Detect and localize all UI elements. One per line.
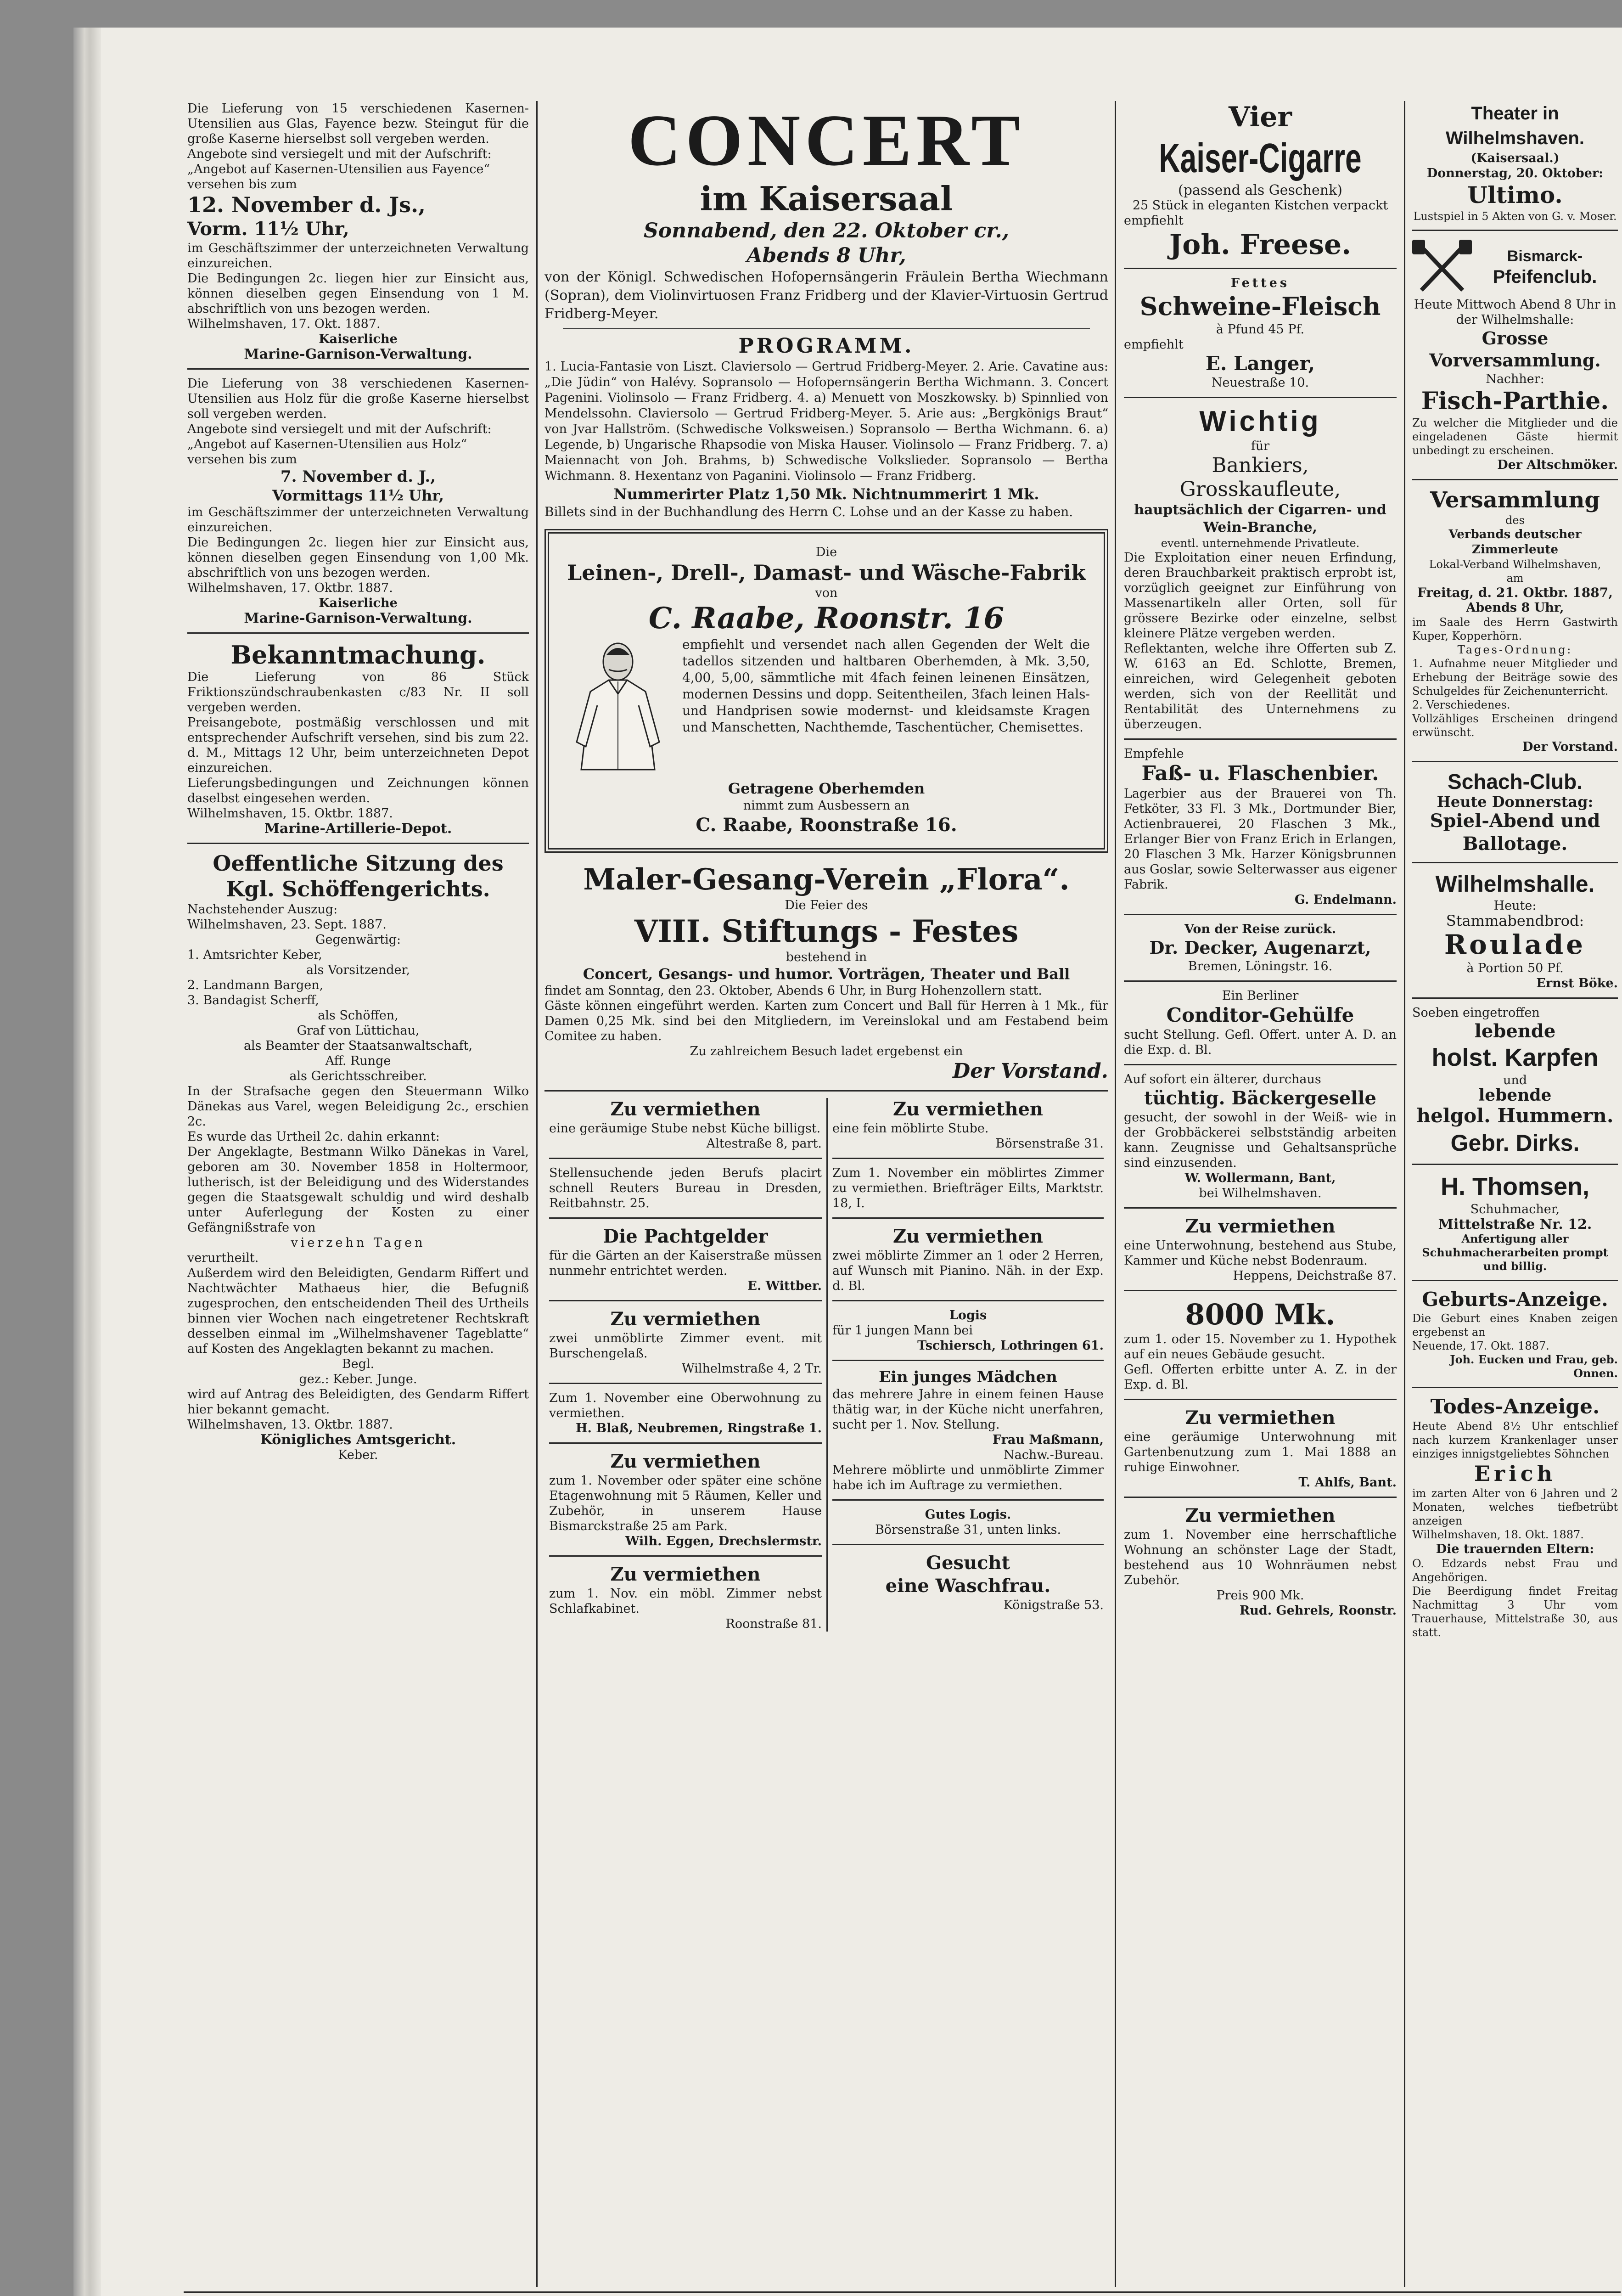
text-line: Die Pachtgelder	[603, 1226, 768, 1247]
text-line: Tages-Ordnung:	[1457, 643, 1573, 656]
text-line: und	[1503, 1073, 1527, 1087]
ad-cigar	[1124, 101, 1397, 261]
footer-rule	[184, 2291, 1621, 2293]
text-line: im zarten Alter von 6 Jahren und 2 Monaten, welches tiefbetrübt anzeigen	[1412, 1487, 1618, 1527]
text-line: à Portion 50 Pf.	[1466, 961, 1564, 975]
small-ads	[544, 1098, 1108, 1632]
text-line: Zu vermiethen	[892, 1226, 1044, 1247]
text-line: Keber.	[338, 1448, 378, 1462]
text-line: zwei unmöblirte Zimmer event. mit Burschengelaß.	[549, 1331, 822, 1361]
text-line: Wilhelmshaven, 17. Okt. 1887.	[187, 317, 381, 331]
text-line: H. Blaß, Neubremen, Ringstraße 1.	[575, 1421, 822, 1435]
text-line: Auf sofort ein älterer, durchaus	[1124, 1072, 1321, 1086]
text-line: Sonnabend, den 22. Oktober cr.,	[643, 219, 1010, 242]
text-line: PROGRAMM.	[738, 334, 915, 358]
text-line: findet am Sonntag, den 23. Oktober, Abends 6 Uhr, in Burg Hohenzollern statt.	[544, 984, 1042, 998]
text-line: Neuende, 17. Okt. 1887.	[1412, 1339, 1549, 1352]
text-line: Vorm. 11½ Uhr,	[187, 218, 349, 240]
text-line: Die Bedingungen 2c. liegen hier zur Einsicht aus, können dieselben gegen Einsendung von 1 M. abschriftlich von uns bezogen werden.	[187, 271, 529, 316]
text-line: zum 1. November oder später eine schöne Etagenwohnung mit 5 Räumen, Keller und Zubehör, in unserem Hause Bismarckstraße 25 am Park.	[549, 1474, 822, 1533]
divider	[549, 1442, 822, 1444]
divider	[549, 1383, 822, 1384]
text-line: Zu vermiethen	[1185, 1407, 1336, 1429]
ad-thomsen	[1412, 1171, 1618, 1273]
text-line: Kaiser-Cigarre	[1159, 135, 1362, 181]
ad-baecker	[1124, 1072, 1397, 1201]
text-line: Billets sind in der Buchhandlung des Herrn C. Lohse und an der Kasse zu haben.	[544, 504, 1073, 519]
divider	[549, 1217, 822, 1219]
text-line: lebende	[1478, 1086, 1552, 1105]
text-line: Ein Berliner	[1222, 989, 1299, 1003]
text-line: Gebr. Dirks.	[1450, 1130, 1580, 1156]
text-line: Die	[815, 545, 837, 559]
ad-karpfen	[1412, 1005, 1618, 1157]
ad-conditor	[1124, 988, 1397, 1058]
text-line: Lieferungsbedingungen und Zeichnungen können daselbst eingesehen werden.	[187, 776, 529, 805]
text-line: Lokal-Verband Wilhelmshaven,	[1429, 558, 1601, 571]
text-line: Zu vermiethen	[1185, 1505, 1336, 1526]
crossed-pipes-icon	[1412, 237, 1472, 297]
text-line: Oeffentliche Sitzung des Kgl. Schöffengerichts.	[213, 851, 504, 901]
text-line: Schuhmacher,	[1470, 1202, 1560, 1216]
divider	[1124, 268, 1397, 269]
ad-flora	[544, 862, 1108, 1084]
text-line: Es wurde das Urtheil 2c. dahin erkannt:	[187, 1130, 440, 1144]
text-line: E. Wittber.	[747, 1279, 822, 1293]
text-line: Außerdem wird den Beleidigten, Gendarm Riffert und Nachtwächter Mathaeus hier, die Befugniß zugesprochen, den entscheidenden Theil des Urtheils binnen vier Wochen nach eingetretener Rechtskraft desselben einmal im „Wilhelmshavener Tageblatte“ auf Kosten des Angeklagten bekannt zu machen.	[187, 1266, 529, 1356]
text-line: 2. Landmann Bargen,	[187, 978, 324, 992]
text-line: wird auf Antrag des Beleidigten, des Gendarm Riffert hier bekannt gemacht.	[187, 1387, 529, 1417]
text-line: Die Feier des	[785, 898, 868, 912]
text-line: Ernst Böke.	[1536, 976, 1618, 990]
text-line: Der Angeklagte, Bestmann Wilko Dänekas in Varel, geboren am 30. November 1858 in Holtermoor, lutherisch, ist der Beleidigung und des Widerstandes gegen die Staatsgewalt schuldig und wird deshalb unter Auferlegung der Kosten zu einer Gefängnißstrafe von	[187, 1145, 529, 1235]
text-line: à Pfund 45 Pf.	[1216, 322, 1305, 337]
text-line: sucht Stellung. Gefl. Offert. unter A. D. an die Exp. d. Bl.	[1124, 1028, 1397, 1057]
divider	[1124, 1290, 1397, 1291]
text-line: holst. Karpfen	[1431, 1044, 1599, 1071]
text-line: eine geräumige Unterwohnung mit Gartenbenutzung zum 1. Mai 1888 an ruhige Einwohner.	[1124, 1430, 1397, 1474]
text-line: eventl. unternehmende Privatleute.	[1161, 537, 1360, 550]
divider	[1412, 230, 1618, 231]
ad-todes-anzeige	[1412, 1395, 1618, 1639]
text-line: 1. Aufnahme neuer Mitglieder und Erhebung der Beiträge sowie des Schulgeldes für Zeichenunterricht.	[1412, 657, 1618, 698]
text-line: „Angebot auf Kasernen-Utensilien aus Fayence“	[187, 162, 490, 176]
ad-vermiethen-1	[1124, 1215, 1397, 1283]
text-line: versehen bis zum	[187, 452, 297, 467]
text-line: Angebote sind versiegelt und mit der Aufschrift:	[187, 147, 492, 161]
text-line: C. Raabe, Roonstr. 16	[648, 601, 1005, 636]
divider	[832, 1360, 1104, 1361]
text-line: Aff. Runge	[325, 1054, 391, 1068]
text-line: Gäste können eingeführt werden. Karten zum Concert und Ball für Herren à 1 Mk., für Damen 0,25 Mk. sind bei den Mitgliedern, im Vereinslokal und am Festabend beim Comitee zu haben.	[544, 999, 1108, 1043]
text-line: gesucht, der sowohl in der Weiß- wie in der Grobbäckerei selbstständig arbeiten kann. Zeugnisse und Gehaltsansprüche sind einzusenden.	[1124, 1110, 1397, 1170]
divider	[187, 368, 529, 370]
column-rule	[536, 101, 538, 2287]
text-line: Joh. Freese.	[1169, 229, 1352, 261]
text-line: helgol. Hummern.	[1416, 1104, 1614, 1127]
text-line: Zu zahlreichem Besuch ladet ergebenst ein	[690, 1044, 963, 1058]
text-line: Zu vermiethen	[892, 1098, 1044, 1120]
text-line: Bremen, Löningstr. 16.	[1188, 959, 1333, 974]
divider	[1412, 1164, 1618, 1165]
text-line: Lagerbier aus der Brauerei von Th. Fetköter, 33 Fl. 3 Mk., Dortmunder Bier, Actienbrauerei, 20 Flaschen 3 Mk., Erlanger Bier von Franz Erich in Erlangen, 20 Flaschen 3 Mk. Harzer Königsbrunnen aus Goslar, sowie Selterwasser aus eigener Fabrik.	[1124, 787, 1397, 892]
text-line: Nummerirter Platz 1,50 Mk. Nichtnummerirt 1 Mk.	[613, 485, 1039, 503]
text-line: als Vorsitzender,	[306, 963, 410, 977]
text-line: (Kaisersaal.)	[1470, 151, 1560, 165]
column-rule	[1115, 101, 1116, 2287]
text-line: Soeben eingetroffen	[1412, 1006, 1540, 1020]
divider	[832, 1217, 1104, 1219]
divider	[1124, 738, 1397, 740]
divider	[187, 843, 529, 844]
text-line: Wilh. Eggen, Drechslermstr.	[625, 1534, 822, 1548]
divider	[1412, 761, 1618, 762]
divider	[832, 1544, 1104, 1545]
text-line: Lustspiel in 5 Akten von G. v. Moser.	[1413, 210, 1617, 223]
text-line: Wilhelmshaven, 13. Oktbr. 1887.	[187, 1418, 393, 1432]
text-line: Heute Abend 8½ Uhr entschlief nach kurzem Krankenlager unser einziges innigstgeliebtes Söhnchen	[1412, 1420, 1618, 1460]
ad-pfeifenclub	[1412, 237, 1618, 473]
text-line: Heute Mittwoch Abend 8 Uhr in der Wilhelmshalle:	[1414, 298, 1616, 327]
text-line: Marine-Artillerie-Depot.	[264, 821, 452, 837]
text-line: für	[1251, 439, 1270, 453]
text-line: VIII. Stiftungs - Festes	[634, 913, 1019, 949]
ad-kasernen-glas	[187, 101, 529, 362]
text-line: W. Wollermann, Bant,	[1184, 1171, 1336, 1185]
text-line: empfiehlt	[1124, 214, 1184, 228]
text-line: Reflektanten, welche ihre Offerten sub Z. W. 6163 an Ed. Schlotte, Bremen, einreichen, wird Gelegenheit geboten werden, sich von der Reellität und Rentabilität des Unternehmens zu überzeugen.	[1124, 642, 1397, 732]
text-line: Stammabendbrod:	[1446, 912, 1584, 929]
text-line: Vier	[1228, 101, 1292, 133]
text-line: 7. November d. J.,	[280, 467, 436, 486]
divider	[1412, 1387, 1618, 1388]
text-line: Graf von Lüttichau,	[297, 1024, 420, 1038]
text-line: empfiehlt und versendet nach allen Gegenden der Welt die tadellos sitzenden und haltbaren Oberhemden, à Mk. 3,50, 4,00, 5,00, sämmtliche mit 4fach feinen leinenen Einsätzen, modernen Dessins und dopp. Seitentheilen, 3fach leinen Hals- und Handprisen sowie modernst- und kleidsamste Kragen und Manschetten, Nachthemde, Taschentücher, Chemisettes.	[682, 637, 1090, 735]
text-line: Dr. Decker, Augenarzt,	[1149, 937, 1371, 958]
text-line: C. Raabe, Roonstraße 16.	[696, 814, 957, 836]
text-line: Roulade	[1444, 929, 1586, 960]
text-line: Die Lieferung von 86 Stück Friktionszündschraubenkasten c/83 Nr. II soll vergeben werden.	[187, 670, 529, 715]
ad-bekanntmachung	[187, 640, 529, 836]
divider	[1124, 1497, 1397, 1498]
text-line: Faß- u. Flaschenbier.	[1141, 762, 1379, 785]
text-line: zwei möblirte Zimmer an 1 oder 2 Herren, auf Wunsch mit Pianino. Näh. in der Exp. d. Bl.	[832, 1249, 1104, 1293]
small-ads-left	[544, 1098, 826, 1632]
text-line: Vormittags 11½ Uhr,	[272, 487, 444, 504]
divider	[187, 632, 529, 634]
text-line: „Angebot auf Kasernen-Utensilien aus Holz“	[187, 437, 467, 451]
divider	[1412, 479, 1618, 480]
text-line: 12. November d. Js.,	[187, 192, 426, 217]
text-line: Spiel-Abend und Ballotage.	[1430, 810, 1600, 855]
divider	[549, 1158, 822, 1159]
divider	[544, 1090, 1108, 1092]
text-line: Nachher:	[1486, 372, 1544, 386]
divider	[549, 1555, 822, 1557]
text-line: im Kaisersaal	[700, 179, 953, 218]
divider	[832, 1300, 1104, 1301]
ad-schach	[1412, 769, 1618, 855]
text-line: Zu vermiethen	[610, 1308, 761, 1330]
text-line: Wilhelmshaven, 17. Oktbr. 1887.	[187, 581, 393, 595]
text-line: Wilhelmstraße 4, 2 Tr.	[681, 1362, 822, 1376]
text-line: Der Vorstand.	[953, 1059, 1108, 1083]
text-line: als Schöffen,	[318, 1008, 398, 1023]
text-line: Zu vermiethen	[1185, 1216, 1336, 1237]
text-line: Wilhelmshaven, 23. Sept. 1887.	[187, 917, 387, 932]
text-line: Heute:	[1493, 899, 1537, 913]
text-line: eine geräumige Stube nebst Küche billigst.	[549, 1121, 821, 1136]
text-line: zum 1. November eine herrschaftliche Wohnung an schönster Lage der Stadt, bestehend aus 10 Wohnräumen nebst Zubehör.	[1124, 1528, 1397, 1587]
ad-schweinefleisch	[1124, 276, 1397, 390]
text-line: eine fein möblirte Stube.	[832, 1121, 989, 1136]
text-line: Gegenwärtig:	[315, 933, 401, 947]
page-binding	[73, 28, 101, 2296]
text-line: zum 1. Nov. ein möbl. Zimmer nebst Schlafkabinet.	[549, 1587, 822, 1616]
text-line: Zu welcher die Mitglieder und die eingeladenen Gäste hiermit unbedingt zu erscheinen.	[1412, 416, 1618, 457]
text-line: Preisangebote, postmäßig verschlossen und mit entsprechender Aufschrift versehen, sind bis zum 22. d. M., Mittags 12 Uhr, beim unterzeichneten Depot einzureichen.	[187, 715, 529, 775]
text-line: Kaiserliche	[319, 332, 398, 346]
text-line: Leinen-, Drell-, Damast- und Wäsche-Fabrik	[567, 560, 1086, 585]
text-line: Geburts-Anzeige.	[1422, 1288, 1608, 1311]
text-line: am	[1506, 572, 1524, 585]
text-line: Pfeifenclub.	[1493, 267, 1597, 287]
divider	[1124, 914, 1397, 915]
text-line: Wilhelmshalle.	[1435, 871, 1595, 897]
text-line: zum 1. oder 15. November zu 1. Hypothek auf ein neues Gebäude gesucht.	[1124, 1332, 1397, 1362]
text-line: das mehrere Jahre in einem feinen Hause thätig war, in der Küche nicht unerfahren, sucht per 1. Nov. Stellung.	[832, 1387, 1104, 1432]
text-line: Verbands deutscher Zimmerleute	[1448, 528, 1582, 557]
text-line: Frau Maßmann,	[992, 1433, 1104, 1447]
ad-concert	[544, 101, 1108, 520]
text-line: Zu vermiethen	[610, 1451, 761, 1472]
text-line: von der Königl. Schwedischen Hofopernsängerin Fräulein Bertha Wiechmann (Sopran), dem Violinvirtuosen Franz Fridberg und der Klavier-Virtuosin Gertrud Fridberg-Meyer.	[544, 269, 1108, 322]
column-1	[184, 101, 533, 2287]
text-line: Grosse Vorversammlung.	[1429, 328, 1601, 371]
text-line: Die Beerdigung findet Freitag Nachmittag 3 Uhr vom Trauerhause, Mittelstraße 30, aus statt.	[1412, 1585, 1618, 1639]
column-rule	[1404, 101, 1405, 2287]
divider	[1124, 397, 1397, 398]
text-line: 2. Verschiedenes.	[1412, 698, 1510, 711]
text-line: Börsenstraße 31, unten links.	[875, 1523, 1061, 1537]
divider	[1124, 1207, 1397, 1209]
text-line: Begl.	[342, 1357, 375, 1371]
text-line: Zu vermiethen	[610, 1564, 761, 1585]
text-line: tüchtig. Bäckergeselle	[1144, 1087, 1377, 1109]
text-line: Tschiersch, Lothringen 61.	[917, 1339, 1104, 1353]
text-line: Altestraße 8, part.	[706, 1137, 822, 1151]
text-line: Gutes Logis.	[925, 1508, 1011, 1522]
text-line: Anfertigung aller Schuhmacherarbeiten prompt und billig.	[1422, 1232, 1608, 1273]
ad-raabe	[544, 529, 1108, 853]
divider	[1412, 997, 1618, 999]
text-line: Todes-Anzeige.	[1430, 1395, 1600, 1418]
text-line: bestehend in	[786, 950, 867, 964]
text-line: im Geschäftszimmer der unterzeichneten Verwaltung einzureichen.	[187, 241, 529, 270]
text-line: für die Gärten an der Kaiserstraße müssen nunmehr entrichtet werden.	[549, 1249, 822, 1278]
text-line: Grosskaufleute,	[1179, 478, 1341, 501]
text-line: Königstraße 53.	[1003, 1598, 1104, 1612]
text-line: 1. Lucia-Fantasie von Liszt. Claviersolo — Gertrud Fridberg-Meyer. 2. Arie. Cavatine aus: „Die Jüdin“ von Halévy. Sopransolo — Hofopernsängerin Bertha Wichmann. 3. Concert Pagenini. Violinsolo — Franz Fridberg. 4. a) Menuett von Moszkowsky. b) Spinnlied von Mendelssohn. Claviersolo — Gertrud Fridberg-Meyer. 5. Arie aus: „Bergkönigs Braut“ von Jvar Hallström. (Schwedische Volksweisen.) Sopransolo — Bertha Wichmann. 6. a) Legende, b) Ungarische Rhapsodie von Miska Hauser. Violinsolo — Franz Fridberg. 7. a) Maiennacht von Joh. Brahms, b) Schwedische Volkslieder. Sopransolo — Bertha Wichmann. 8. Hexentanz von Paganini. Violinsolo — Franz Fridberg.	[544, 360, 1108, 483]
text-line: 1. Amtsrichter Keber,	[187, 948, 322, 962]
text-line: Preis 900 Mk.	[1216, 1588, 1304, 1603]
text-line: verurtheilt.	[187, 1251, 259, 1265]
ad-theater	[1412, 101, 1618, 223]
text-line: eine Unterwohnung, bestehend aus Stube, Kammer und Küche nebst Bodenraum.	[1124, 1238, 1397, 1268]
divider	[1124, 1064, 1397, 1065]
ad-wilhelmshalle	[1412, 870, 1618, 991]
text-line: Bekanntmachung.	[230, 640, 486, 670]
text-line: Freitag, d. 21. Oktbr. 1887,	[1417, 585, 1613, 600]
text-line: Die Geburt eines Knaben zeigen ergebenst an	[1412, 1312, 1618, 1339]
text-line: T. Ahlfs, Bant.	[1298, 1475, 1397, 1490]
text-line: Versammlung	[1430, 487, 1600, 513]
divider	[1412, 1280, 1618, 1281]
text-line: Nachw.-Bureau.	[1003, 1448, 1104, 1462]
divider	[832, 1158, 1104, 1159]
text-line: Vollzähliges Erscheinen dringend erwünscht.	[1412, 712, 1618, 739]
text-line: vierzehn Tagen	[291, 1236, 426, 1250]
column-2	[542, 101, 1111, 2287]
text-line: nimmt zum Ausbessern an	[743, 799, 910, 813]
text-line: Die Bedingungen 2c. liegen hier zur Einsicht aus, können dieselben gegen Einsendung von 1,00 Mk. abschriftlich von uns bezogen werden.	[187, 535, 529, 580]
text-line: als Gerichtsschreiber.	[289, 1069, 427, 1083]
text-line: Marine-Garnison-Verwaltung.	[244, 346, 472, 362]
text-line: H. Thomsen,	[1440, 1173, 1590, 1200]
column-3	[1120, 101, 1400, 2287]
ad-zimmerleute	[1412, 487, 1618, 754]
text-line: Die Exploitation einer neuen Erfindung, deren Brauchbarkeit praktisch erprobt ist, vorzüglich geeignet zur Einführung von Massenartikeln aller Orten, soll für grössere Bezirke oder einzelne, selbst kleinere Plätze vergeben werden.	[1124, 551, 1397, 641]
text-line: Donnerstag, 20. Oktober:	[1426, 166, 1604, 180]
text-line: Zum 1. November ein möblirtes Zimmer zu vermiethen. Briefträger Eilts, Marktstr. 18, I.	[832, 1166, 1104, 1210]
text-line: Schach-Club.	[1448, 770, 1583, 793]
text-line: 3. Bandagist Scherff,	[187, 993, 319, 1007]
text-line: bei Wilhelmshaven.	[1199, 1186, 1322, 1200]
text-line: Abends 8 Uhr,	[746, 244, 906, 267]
text-line: für 1 jungen Mann bei	[832, 1323, 973, 1338]
concert-title: CONCERT	[628, 101, 1025, 181]
text-line: Fisch-Parthie.	[1421, 387, 1609, 415]
text-line: Bankiers,	[1212, 454, 1309, 477]
text-line: Die Lieferung von 15 verschiedenen Kasernen-Utensilien aus Glas, Fayence bezw. Steingut für die große Kaserne hierselbst soll vergeben werden.	[187, 101, 529, 146]
text-line: Empfehle	[1124, 747, 1184, 761]
text-line: Königliches Amtsgericht.	[260, 1432, 456, 1448]
text-line: im Geschäftszimmer der unterzeichneten Verwaltung einzureichen.	[187, 505, 529, 535]
text-line: Concert, Gesangs- und humor. Vorträgen, Theater und Ball	[583, 965, 1070, 983]
text-line: G. Endelmann.	[1294, 893, 1397, 907]
ad-vermiethen-2	[1124, 1407, 1397, 1490]
text-line: Getragene Oberhemden	[728, 780, 925, 797]
small-ads-right	[826, 1098, 1108, 1632]
text-line: Bismarck-	[1507, 248, 1583, 265]
text-line: Gesucht	[926, 1552, 1010, 1574]
ad-8000-mk	[1124, 1298, 1397, 1392]
text-line: Roonstraße 81.	[725, 1617, 822, 1631]
text-line: im Saale des Herrn Gastwirth Kuper, Kopperhörn.	[1412, 616, 1618, 642]
text-line: Nachstehender Auszug:	[187, 902, 338, 917]
ad-geburt	[1412, 1288, 1618, 1380]
text-line: Joh. Eucken und Frau, geb. Onnen.	[1450, 1353, 1618, 1380]
divider	[1412, 862, 1618, 863]
text-line: versehen bis zum	[187, 177, 297, 191]
text-line: eine Waschfrau.	[885, 1575, 1051, 1597]
text-line: empfiehlt	[1124, 338, 1184, 352]
divider	[832, 1499, 1104, 1501]
text-line: Conditor-Gehülfe	[1166, 1004, 1354, 1026]
text-line: des	[1505, 514, 1525, 527]
text-line: Erich	[1474, 1461, 1556, 1486]
text-line: lebende	[1474, 1020, 1556, 1042]
ad-bier	[1124, 746, 1397, 907]
text-line: Wichtig	[1199, 405, 1321, 437]
text-line: Zum 1. November eine Oberwohnung zu vermiethen.	[549, 1391, 822, 1420]
text-line: Marine-Garnison-Verwaltung.	[244, 610, 472, 626]
text-line: Der Vorstand.	[1522, 740, 1618, 754]
text-line: Die trauernden Eltern:	[1436, 1542, 1594, 1556]
text-line: Heute Donnerstag:	[1437, 793, 1594, 810]
text-line: Mehrere möblirte und unmöblirte Zimmer habe ich im Auftrage zu vermiethen.	[832, 1463, 1104, 1492]
text-line: Gefl. Offerten erbitte unter A. Z. in der Exp. d. Bl.	[1124, 1362, 1397, 1392]
text-line: Ein junges Mädchen	[879, 1368, 1057, 1386]
text-line: Maler-Gesang-Verein „Flora“.	[583, 862, 1070, 897]
ad-kasernen-holz	[187, 376, 529, 626]
text-line: Zu vermiethen	[610, 1098, 761, 1120]
ad-wichtig	[1124, 405, 1397, 732]
text-line: Stellensuchende jeden Berufs placirt schnell Reuters Bureau in Dresden, Reitbahnstr. 25.	[549, 1166, 822, 1210]
text-line: von	[815, 586, 838, 600]
text-line: Angebote sind versiegelt und mit der Aufschrift:	[187, 422, 492, 436]
text-line: E. Langer,	[1205, 352, 1315, 375]
text-line: Theater in Wilhelmshaven.	[1446, 103, 1584, 148]
text-line: Heppens, Deichstraße 87.	[1233, 1269, 1397, 1283]
text-line: Der Altschmöker.	[1497, 458, 1618, 472]
text-line: gez.: Keber. Junge.	[299, 1372, 417, 1386]
divider	[549, 1300, 822, 1301]
text-line: (passend als Geschenk)	[1178, 182, 1342, 198]
divider	[1124, 1399, 1397, 1400]
text-line: Wilhelmshaven, 15. Oktbr. 1887.	[187, 806, 393, 821]
text-line: Die Lieferung von 38 verschiedenen Kasernen-Utensilien aus Holz für die große Kaserne hierselbst soll vergeben werden.	[187, 377, 529, 421]
text-line: Mittelstraße Nr. 12.	[1438, 1216, 1592, 1232]
text-line: Von der Reise zurück.	[1184, 922, 1336, 936]
text-line: Abends 8 Uhr,	[1466, 601, 1564, 615]
divider	[563, 328, 1090, 329]
text-line: O. Edzards nebst Frau und Angehörigen.	[1412, 1557, 1618, 1584]
text-line: Kaiserliche	[319, 596, 398, 610]
text-line: Logis	[949, 1308, 987, 1322]
text-line: als Beamter der Staatsanwaltschaft,	[243, 1039, 473, 1053]
text-line: Ultimo.	[1467, 181, 1563, 208]
text-line: 25 Stück in eleganten Kistchen verpackt	[1132, 198, 1388, 213]
ad-vermiethen-3	[1124, 1504, 1397, 1618]
text-line: Wilhelmshaven, 18. Okt. 1887.	[1412, 1528, 1584, 1541]
text-line: Börsenstraße 31.	[995, 1137, 1104, 1151]
divider	[1124, 980, 1397, 982]
shirt-illustration	[563, 636, 673, 774]
ad-schoeffengericht	[187, 850, 529, 1463]
newspaper-page	[73, 28, 1622, 2296]
text-line: 8000 Mk.	[1185, 1298, 1336, 1331]
text-line: Schweine-Fleisch	[1139, 292, 1381, 321]
text-line: Rud. Gehrels, Roonstr.	[1239, 1604, 1397, 1618]
text-line: Neuestraße 10.	[1211, 376, 1309, 390]
ad-decker	[1124, 922, 1397, 974]
text-line: In der Strafsache gegen den Steuermann Wilko Dänekas aus Varel, wegen Beleidigung 2c., erschien 2c.	[187, 1084, 529, 1129]
text-line: hauptsächlich der Cigarren- und Wein-Branche,	[1134, 502, 1386, 535]
column-4	[1409, 101, 1621, 2287]
text-line: Fettes	[1230, 276, 1290, 290]
